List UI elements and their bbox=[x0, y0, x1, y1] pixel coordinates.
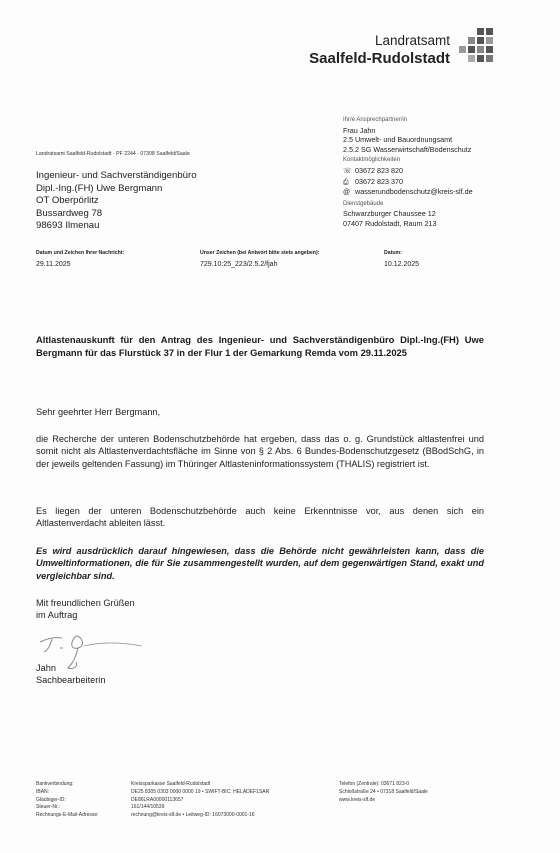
closing-on-behalf: im Auftrag bbox=[36, 610, 78, 621]
letter-subject: Altlastenauskunft für den Antrag des Ingenieur- und Sachverständigenbüro Dipl.-Ing.(FH) Uwe Bergmann für das Flurstück 37 in der Flur 1 der Gemarkung Remda vom 29.11.2025 bbox=[36, 334, 484, 358]
building-street: Schwarzburger Chaussee 12 bbox=[343, 209, 436, 219]
footer-contact bbox=[339, 781, 428, 804]
building-label: Dienstgebäude bbox=[343, 200, 384, 207]
signer-name: Jahn bbox=[36, 663, 56, 673]
email-icon: @ bbox=[343, 189, 351, 197]
salutation: Sehr geehrter Herr Bergmann, bbox=[36, 407, 161, 417]
footer-website[interactable]: www.kreis-slf.de bbox=[339, 796, 376, 803]
recipient-address bbox=[36, 170, 197, 233]
our-reference-value: 729.10:25_223/2.5.2/fjah bbox=[200, 261, 278, 268]
letter-date-value: 10.12.2025 bbox=[384, 261, 420, 268]
contact-partner-label: Ihr/e Ansprechpartner/in bbox=[343, 117, 408, 123]
footer-phone: Telefon (Zentrale): 03671 823-0 bbox=[339, 781, 410, 787]
contact-department: 2.5 Umwelt- und Bauordnungsamt bbox=[343, 135, 453, 145]
your-reference bbox=[36, 248, 124, 270]
contact-fax-row bbox=[343, 177, 473, 188]
district-logo-icon bbox=[455, 28, 495, 72]
signer-role: Sachbearbeiterin bbox=[36, 675, 106, 686]
recipient-line: 98693 Ilmenau bbox=[36, 220, 100, 232]
contact-options-label: Kontaktmöglichkeiten bbox=[343, 157, 401, 164]
footer-value: rechnung@kreis-slf.de • Leitweg-ID: 16073000-0001-16 bbox=[131, 812, 255, 819]
your-reference-label: Datum und Zeichen Ihrer Nachricht: bbox=[36, 250, 125, 256]
phone-icon: ☏ bbox=[343, 167, 352, 175]
recipient-line: Ingenieur- und Sachverständigenbüro bbox=[36, 170, 197, 181]
org-name-line2: Saalfeld-Rudolstadt bbox=[309, 50, 450, 67]
your-reference-value: 29.11.2025 bbox=[36, 261, 71, 268]
footer-label: Steuer-Nr.: bbox=[36, 804, 61, 811]
letter-date bbox=[384, 248, 419, 270]
contact-block bbox=[343, 116, 473, 229]
closing bbox=[36, 597, 484, 622]
footer-address: Schloßstraße 24 • 07318 Saalfeld/Saale bbox=[339, 788, 428, 795]
our-reference-label: Unser Zeichen (bei Antwort bitte stets angeben): bbox=[200, 250, 320, 256]
closing-greeting: Mit freundlichen Grüßen bbox=[36, 598, 135, 608]
recipient-line: Dipl.-Ing.(FH) Uwe Bergmann bbox=[36, 182, 163, 194]
sender-return-line: Landratsamt Saalfeld-Rudolstadt · PF 2244 · 07308 Saalfeld/Saale bbox=[36, 151, 190, 157]
recipient-line: Bussardweg 78 bbox=[36, 207, 103, 219]
footer-value: 161/144/10539 bbox=[131, 804, 165, 811]
org-name-line1: Landratsamt bbox=[374, 33, 450, 48]
footer-value: DE25 8305 0303 0000 0000 19 • SWIFT-BIC: HELADEF1SAR bbox=[131, 788, 270, 795]
body-paragraph-1: die Recherche der unteren Bodenschutzbehörde hat ergeben, dass das o. g. Grundstück altlastenfrei und somit nicht als Altlastenverdachtsfläche im Sinne von § 2 Abs. 6 Bundes-Bodenschutzgesetz (BBodSchG, in der jeweils geltenden Fassung) im Thüringer Altlasteninformationssystem (THALIS) registriert ist. bbox=[36, 434, 484, 469]
footer-label: Gläubiger-ID: bbox=[36, 796, 66, 803]
recipient-line: OT Oberpörlitz bbox=[36, 195, 99, 207]
building-city: 07407 Rudolstadt, Raum 213 bbox=[343, 218, 437, 228]
letter-date-label: Datum: bbox=[384, 250, 402, 256]
contact-email-row bbox=[343, 187, 473, 198]
signer bbox=[36, 662, 105, 687]
footer-values bbox=[131, 781, 269, 820]
contact-division: 2.5.2 SG Wasserwirtschaft/Bodenschutz bbox=[343, 144, 472, 154]
contact-name: Frau Jahn bbox=[343, 125, 376, 135]
fax-icon: ⎙ bbox=[343, 178, 349, 186]
contact-phone-row bbox=[343, 166, 473, 177]
disclaimer-paragraph: Es wird ausdrücklich darauf hingewiesen, dass die Behörde nicht gewährleisten kann, dass die Umweltinformationen, die für Sie zusammengestellt wurden, auf dem gegenwärtigen Stand, exakt und vergleichbar sind. bbox=[36, 546, 484, 581]
footer-value: DE86LRA00000113657 bbox=[131, 796, 184, 803]
footer-value: Kreissparkasse Saalfeld-Rudolstadt bbox=[131, 781, 211, 787]
contact-phone: 03672 823 820 bbox=[355, 165, 403, 175]
footer-label: Bankverbindung: bbox=[36, 781, 74, 787]
body-paragraph-2: Es liegen der unteren Bodenschutzbehörde auch keine Erkenntnisse vor, aus denen sich ein Altlastenverdacht ableiten lässt. bbox=[36, 506, 484, 529]
footer-labels bbox=[36, 781, 99, 820]
footer-label: IBAN: bbox=[36, 788, 50, 795]
footer-label: Rechnungs-E-Mail-Adresse: bbox=[36, 812, 99, 819]
contact-fax: 03672 823 370 bbox=[355, 176, 403, 186]
contact-email[interactable]: wasserundbodenschutz@kreis-slf.de bbox=[355, 187, 473, 197]
our-reference bbox=[200, 248, 319, 270]
